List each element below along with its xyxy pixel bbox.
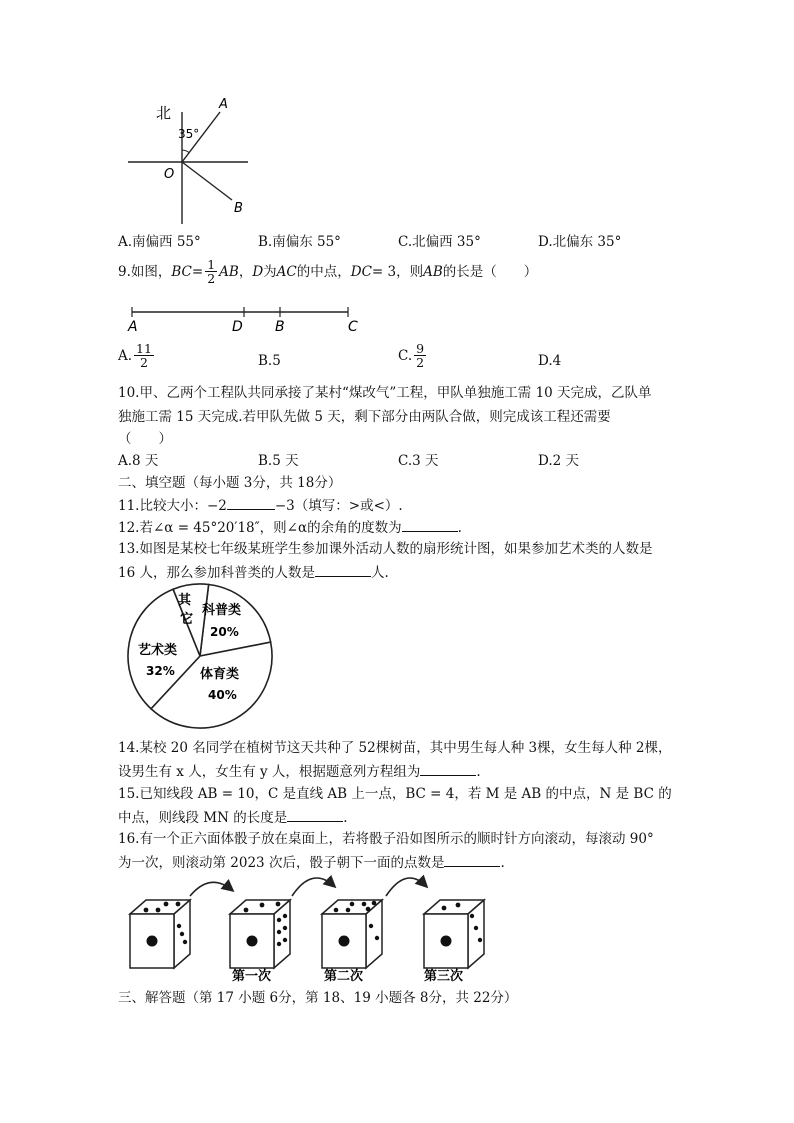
q16-line2: 为一次，则滚动第 2023 次后，骰子朝下一面的点数是 . [118,855,505,871]
q10-option-c: C.3 天 [398,453,439,469]
q8-option-b: B.南偏东 55° [258,234,341,250]
q9-question: 9.如图， BC = $\frac{1}{2}$ AB ， D 为 AC 的中点， DC = 3，则 AB 的长是（ ） [118,257,538,286]
die-initial [130,900,190,968]
label-yishu: 艺术类 [138,643,178,658]
label-tiyu: 体育类 [200,667,240,682]
q9-option-c: C. $\frac{9}{2}$ [398,341,425,370]
die-first-roll [230,900,290,968]
q10-option-b: B.5 天 [258,453,299,469]
q14-blank[interactable] [420,762,476,776]
point-a-label: A [219,97,228,112]
label-qita-1: 其 [178,593,192,608]
q12: 12.若∠α = 45°20′18″，则∠α的余角的度数为 . [118,520,462,536]
q15-line2: 中点，则线段 MN 的长度是 . [118,810,348,826]
label-kepu: 科普类 [202,603,242,618]
q8-option-d: D.北偏东 35° [538,234,622,250]
q15-line1: 15.已知线段 AB = 10，C 是直线 AB 上一点，BC = 4，若 M 是 AB 的中点，N 是 BC 的 [118,786,672,802]
q12-blank[interactable] [402,518,458,532]
seg-d-label: D [232,319,243,335]
pie-chart [122,582,282,732]
q14-line1: 14.某校 20 名同学在植树节这天共种了 52棵树苗，其中男生每人种 3棵，女生每人种 2棵， [118,740,672,756]
q15-blank[interactable] [287,808,343,822]
q10-option-a: A.8 天 [118,453,159,469]
segment-figure [122,303,372,335]
pct-yishu: 32% [146,664,175,678]
die-second-roll [322,900,382,968]
q13-line2: 16 人，那么参加科普类的人数是 人. [118,565,389,581]
dice-figure [122,868,492,983]
dice-label-2: 第二次 [324,969,364,983]
q10-line2: 独施工需 15 天完成.若甲队先做 5 天，剩下部分由两队合做，则完成该工程还需要 [118,409,611,425]
q8-option-c: C.北偏西 35° [398,234,481,250]
section2-title: 二、填空题（每小题 3分，共 18分） [118,475,342,491]
q10-option-d: D.2 天 [538,453,580,469]
q9-option-d: D.4 [538,353,562,369]
q9-option-b: B.5 [258,353,281,369]
label-qita-2: 它 [180,612,194,627]
q14-line2: 设男生有 x 人，女生有 y 人，根据题意列方程组为 . [118,764,481,780]
q11: 11.比较大小：−2 −3（填写：>或<）. [118,498,403,514]
q9-fraction: $\frac{1}{2}$ [207,257,216,286]
pct-kepu: 20% [210,625,239,639]
pct-tiyu: 40% [208,688,237,702]
q8-option-a: A.南偏西 55° [118,234,201,250]
die-third-roll [424,900,484,968]
q16-line1: 16.有一个正六面体骰子放在桌面上，若将骰子沿如图所示的顺时针方向滚动，每滚动 90° [118,831,654,847]
q11-blank[interactable] [227,496,275,510]
seg-c-label: C [348,319,358,335]
q9-option-a: A. $\frac{11}{2}$ [118,341,152,370]
compass-figure [120,92,260,227]
point-o-label: O [164,167,175,182]
q16-blank[interactable] [444,853,500,867]
q13-line1: 13.如图是某校七年级某班学生参加课外活动人数的扇形统计图，如果参加艺术类的人数是 [118,541,653,557]
q13-blank[interactable] [315,563,371,577]
dice-label-3: 第三次 [424,969,464,983]
dice-label-1: 第一次 [232,969,272,983]
angle-label: 35° [178,127,200,141]
point-b-label: B [234,201,243,216]
section3-title: 三、解答题（第 17 小题 6分，第 18、19 小题各 8分，共 22分） [118,990,518,1006]
q10-line1: 10.甲、乙两个工程队共同承接了某村“煤改气”工程，甲队单独施工需 10 天完成，乙队单 [118,385,652,401]
north-label: 北 [156,104,172,122]
seg-b-label: B [275,319,285,335]
seg-a-label: A [128,319,138,335]
q10-line3: （ ） [118,431,172,447]
